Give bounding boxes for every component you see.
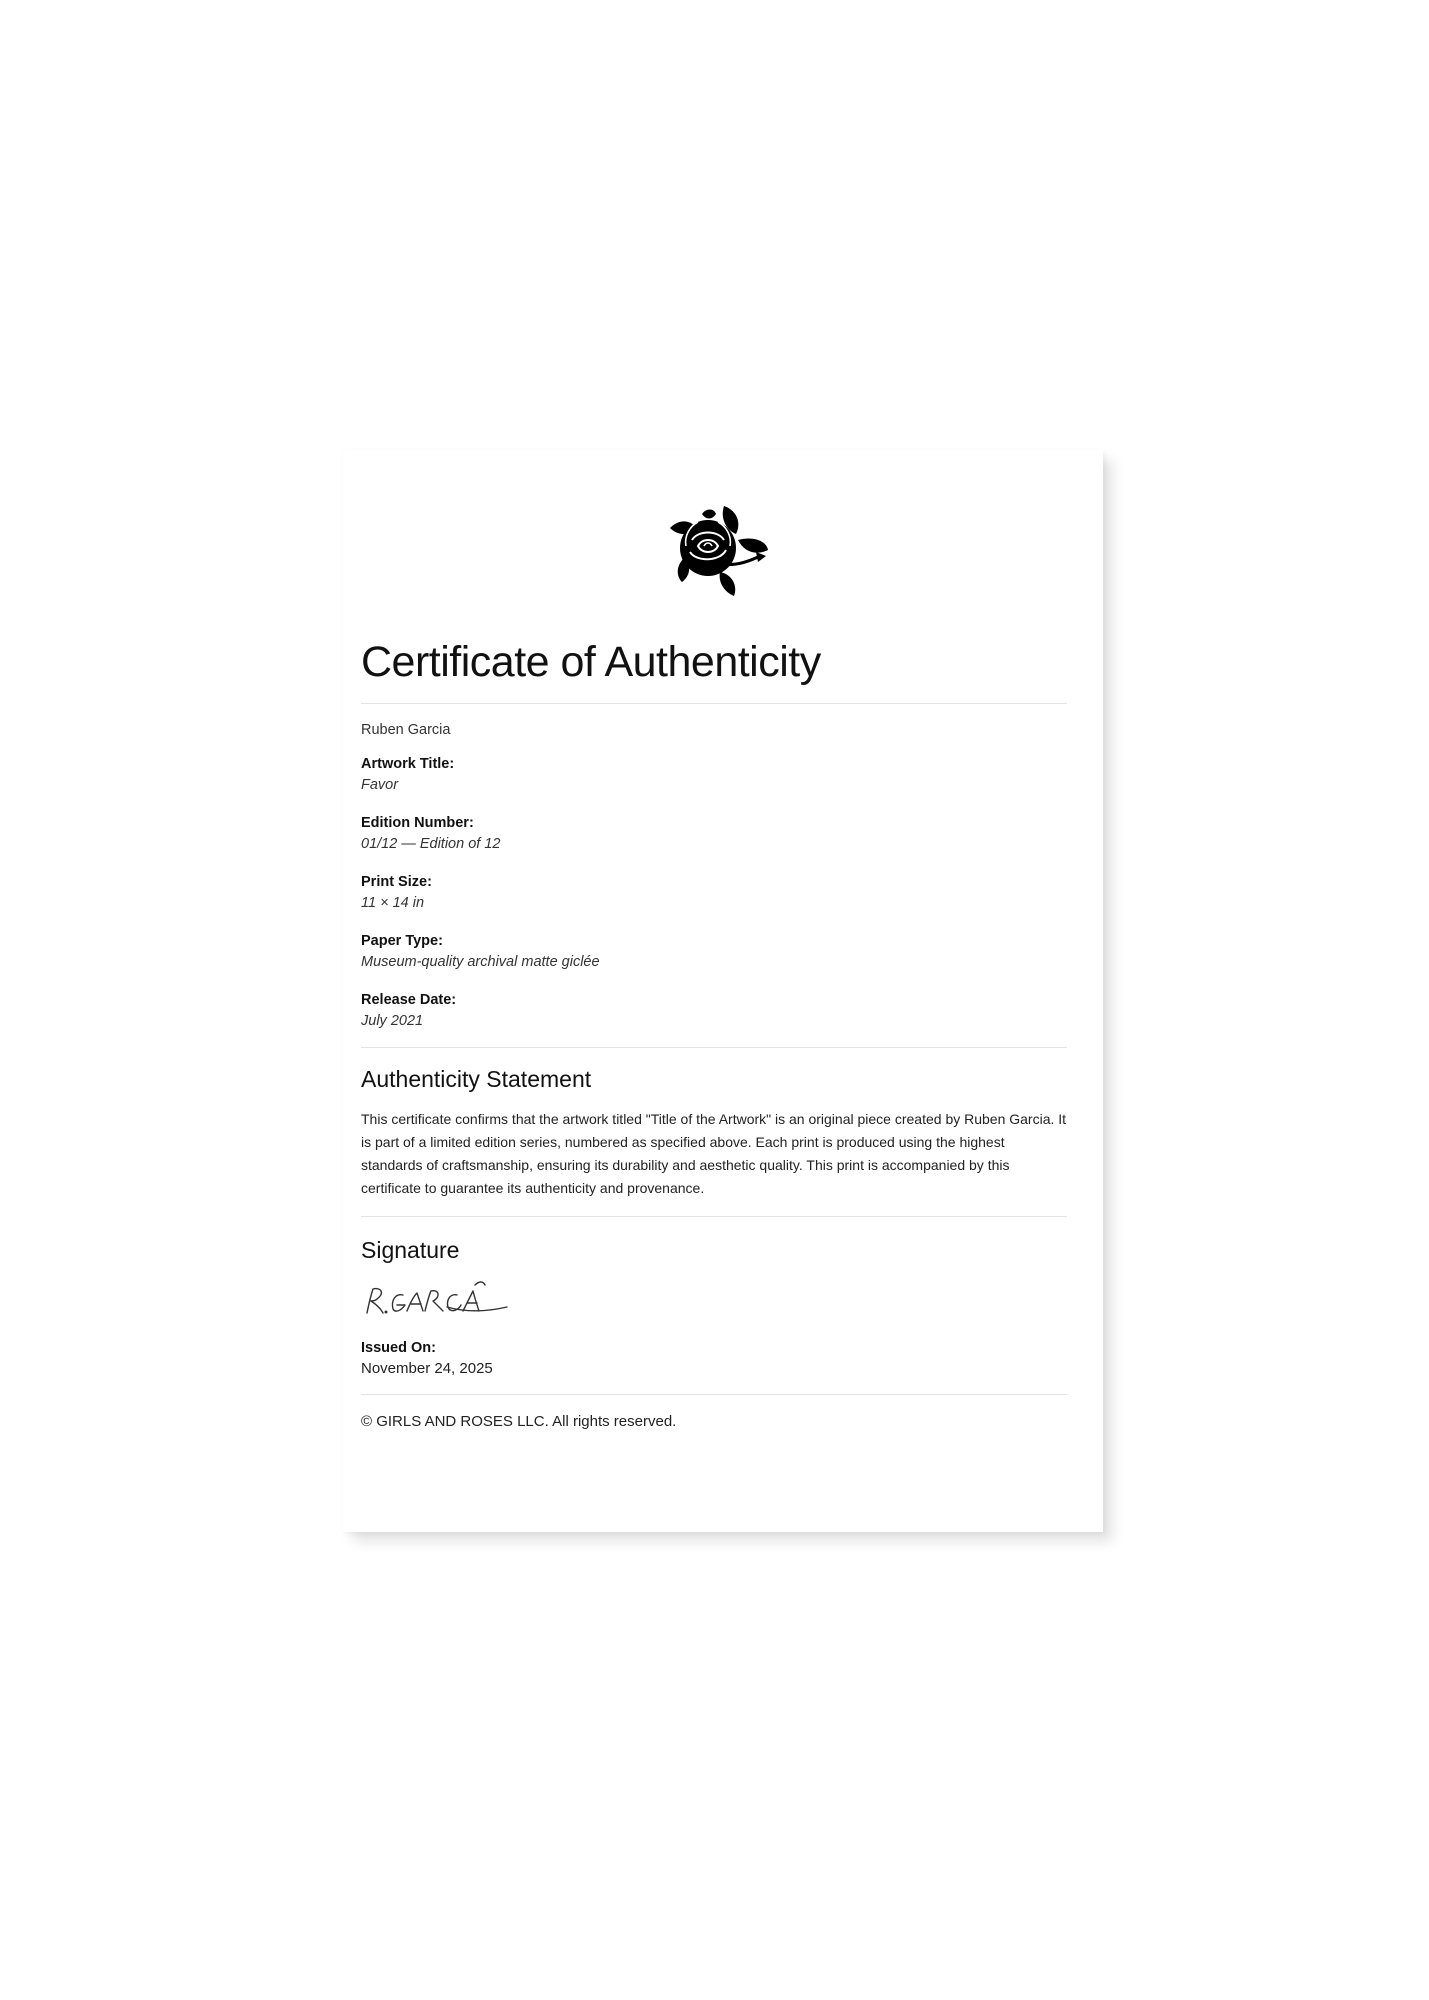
signature-image (361, 1277, 511, 1321)
artist-name: Ruben Garcia (361, 722, 451, 738)
field-print-size (361, 872, 1067, 914)
rose-icon (662, 500, 772, 600)
signature-heading: Signature (361, 1237, 460, 1263)
issued-on-value: November 24, 2025 (361, 1360, 493, 1377)
field-value: Museum-quality archival matte giclée (361, 954, 600, 970)
field-label: Paper Type: (361, 933, 443, 949)
field-label: Print Size: (361, 874, 432, 890)
field-artwork-title (361, 754, 1067, 796)
field-value: July 2021 (361, 1013, 424, 1029)
copyright-footer: © GIRLS AND ROSES LLC. All rights reserved. (361, 1413, 677, 1430)
field-label: Release Date: (361, 992, 457, 1008)
field-value: Favor (361, 777, 399, 793)
field-release-date (361, 990, 1067, 1032)
page-title: Certificate of Authenticity (361, 638, 821, 686)
field-value: 01/12 — Edition of 12 (361, 836, 501, 852)
issued-on-label: Issued On: (361, 1340, 436, 1356)
authenticity-statement-heading: Authenticity Statement (361, 1066, 592, 1092)
authenticity-statement-text: This certificate confirms that the artwork titled "Title of the Artwork" is an original piece created by Ruben Garcia. It is part of a limited edition series, numbered as specified above. Each print is produced using the highest standards of craftsmanship, ensuring its durability and aesthetic quality. This print is accompanied by this certificate to guarantee its authenticity and provenance. (361, 1111, 1067, 1196)
field-paper-type (361, 931, 1067, 973)
field-label: Edition Number: (361, 815, 474, 831)
certificate-card (343, 450, 1103, 1532)
field-label: Artwork Title: (361, 756, 455, 772)
certificate-content (361, 635, 1067, 1433)
field-edition-number (361, 813, 1067, 855)
field-value: 11 × 14 in (361, 895, 425, 911)
